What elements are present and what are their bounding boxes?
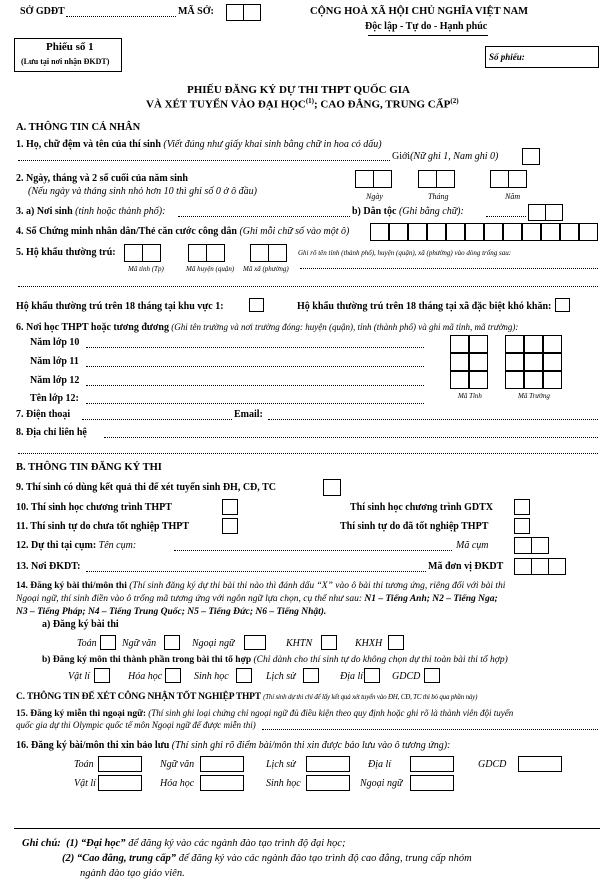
q9-label: 9. Thí sinh có dùng kết quả thi để xét tuyển sinh ĐH, CĐ, TC [16,482,276,493]
id-number-box[interactable] [560,223,579,241]
ma-xa-label: Mã xã (phường) [243,265,289,273]
q14-line3: N3 – Tiếng Pháp; N4 – Tiếng Trung Quốc; N5 – Tiếng Đức; N6 – Tiếng Nhật). [16,607,327,617]
q5-label: 5. Hộ khẩu thường trú: [16,247,116,258]
q14b-vatli-box[interactable] [94,668,110,683]
form-title-line2: VÀ XÉT TUYỂN VÀO ĐẠI HỌC$^{(1)}$; CAO ĐẲNG, TRUNG CẤP$^{(2)}$ [146,97,459,111]
hk-tinh-box-1[interactable] [124,244,143,262]
q2-label: 2. Ngày, tháng và 2 số cuối của năm sinh [16,173,188,184]
id-number-box[interactable] [541,223,560,241]
id-number-box[interactable] [408,223,427,241]
lop11-label: Năm lớp 11 [30,356,79,367]
q14b-lichsu-box[interactable] [303,668,319,683]
hk-xa-label: Hộ khẩu thường trú trên 18 tháng tại xã đặc biệt khó khăn: [297,301,552,312]
footnote-marker-1: (1) [305,97,315,105]
ma-cum-box-1[interactable] [514,537,532,554]
hk-kv1-box[interactable] [249,298,264,312]
year-box-2[interactable] [508,170,527,188]
q16-vatli-box[interactable] [98,775,142,791]
motto: Độc lập - Tự do - Hạnh phúc [365,21,488,32]
month-box-2[interactable] [436,170,455,188]
school-tinh-code-box[interactable] [469,353,488,371]
cum-name-field[interactable] [174,550,452,551]
q11b-label: Thí sinh tự do đã tốt nghiệp THPT [340,521,489,532]
id-number-box[interactable] [427,223,446,241]
q14a-toan-label: Toán [77,638,97,649]
school-tinh-code-box[interactable] [469,371,488,389]
q14-line1: 14. Đăng ký bài thi/môn thi (Thí sinh đăng ký dự thi bài thi nào thì đánh dấu “X” vào ô bài thi tương ứng, riêng đối với bài thi [16,581,506,591]
q14-line2: Ngoại ngữ, thí sinh điền vào ô trống mã tương ứng với ngôn ngữ lựa chọn, cụ thể như sau: N1 – Tiếng Anh; N2 – Tiếng Nga; [16,594,498,604]
thang-label: Tháng [428,192,449,201]
q10-box[interactable] [222,499,238,515]
republic-title: CỘNG HOÀ XÃ HỘI CHỦ NGHĨA VIỆT NAM [310,6,529,17]
q14b-lichsu-label: Lịch sử [266,671,296,682]
id-number-box[interactable] [370,223,389,241]
id-number-box[interactable] [503,223,522,241]
q14a-toan-box[interactable] [100,635,116,650]
ma-tinh-label: Mã tỉnh (Tp) [128,265,164,273]
q16-hoahoc-box[interactable] [200,775,244,791]
q11b-box[interactable] [514,518,530,534]
so-gddt-label: SỞ GDĐT [20,6,65,17]
q14b-hoahoc-label: Hóa học [128,671,163,682]
q6-row: 6. Nơi học THPT hoặc tương đương (Ghi tên trường và nơi trường đóng: huyện (quận), tỉnh (thành phố) và ghi mã tỉnh, mã trường): [16,322,519,333]
q11-label: 11. Thí sinh tự do chưa tốt nghiệp THPT [16,521,190,532]
id-number-box[interactable] [484,223,503,241]
q16-nguvan-box[interactable] [200,756,244,772]
q16-row: 16. Đăng ký bài/môn thi xin bảo lưu (Thí sinh ghi rõ điểm bài/môn thi xin được bảo lưu vào ô tương ứng): [16,740,451,751]
q13-label: 13. Nơi ĐKDT: [16,561,81,572]
footnote-1: Ghi chú: (1) “Đại học” để đăng ký vào các ngành đào tạo trình độ đại học; [22,838,346,849]
school-truong-code-box[interactable] [524,353,543,371]
q16-lichsu-label: Lịch sử [266,759,296,770]
ngay-label: Ngày [366,192,383,201]
q16-sinhhoc-box[interactable] [306,775,350,791]
q14a-ngoaingu-box[interactable] [244,635,266,650]
q7-label: 7. Điện thoại [16,409,71,420]
q5-note: Ghi rõ tên tỉnh (thành phố), huyện (quận), xã (phường) vào dòng trống sau: [298,249,512,257]
school-tinh-code-box[interactable] [450,335,469,353]
q15-note2: quốc gia dự thi Olympic quốc tế môn Ngoại ngữ để được miễn thi) [16,720,256,730]
q3a-row: 3. a) Nơi sinh (tỉnh hoặc thành phố): [16,206,166,217]
q16-vatli-label: Vật lí [74,778,96,789]
so-phieu-label: Số phiếu: [489,52,525,62]
school-truong-code-box[interactable] [543,353,562,371]
ethnicity-field[interactable] [486,216,526,217]
q14b-vatli-label: Vật lí [68,671,90,682]
q2-note: (Nếu ngày và tháng sinh nhỏ hơn 10 thì ghi số 0 ở ô đầu) [28,186,257,197]
ma-huyen-label: Mã huyện (quận) [186,265,235,273]
q12-row: 12. Dự thi tại cụm: Tên cụm: [16,540,137,551]
q15-field[interactable] [262,729,598,730]
gioi-label: Giới(Nữ ghi 1, Nam ghi 0) [392,151,499,162]
q16-gdcd-label: GDCD [478,759,507,770]
school-truong-code-box[interactable] [524,371,543,389]
q14b-gdcd-box[interactable] [424,668,440,683]
hk-tinh-box-2[interactable] [142,244,161,262]
school-tinh-code-box[interactable] [469,335,488,353]
id-number-box[interactable] [446,223,465,241]
hk-huyen-box-1[interactable] [188,244,207,262]
full-name-field[interactable] [18,160,390,161]
q10b-box[interactable] [514,499,530,515]
birthplace-field[interactable] [178,216,350,217]
address-line-1[interactable] [300,268,598,269]
q16-sinhhoc-label: Sinh học [266,778,301,789]
footnote-2-cont: ngành đào tạo giáo viên. [80,868,185,879]
hk-xa-box-1[interactable] [250,244,269,262]
noi-dkdt-field[interactable] [86,571,426,572]
school-tinh-code-box[interactable] [450,353,469,371]
motto-underline [368,35,488,36]
q10b-label: Thí sinh học chương trình GDTX [350,502,493,513]
address-line-2[interactable] [18,286,598,287]
footnote-marker-2: (2) [450,97,459,105]
ma-don-vi-box-3[interactable] [548,558,566,575]
q8-label: 8. Địa chỉ liên hệ [16,427,87,438]
section-c-heading: C. THÔNG TIN ĐỂ XÉT CÔNG NHẬN TỐT NGHIỆP THPT (Thí sinh dự thi chỉ để lấy kết quả xét tuyển vào ĐH, CĐ, TC thì bỏ qua phần này) [16,692,478,702]
ethnicity-box-2[interactable] [545,204,563,221]
ma-so-box-2[interactable] [243,4,261,21]
q16-diali-box[interactable] [410,756,454,772]
q14b-row: b) Đăng ký môn thi thành phần trong bài thi tổ hợp (Chỉ dành cho thí sinh tự do không chọn dự thi toàn bài thi tổ hợp) [42,655,508,665]
q4-row: 4. Số Chứng minh nhân dân/Thẻ căn cước công dân (Ghi mỗi chữ số vào một ô) [16,226,350,237]
school-truong-code-box[interactable] [543,371,562,389]
lop12-label: Năm lớp 12 [30,375,80,386]
id-number-box[interactable] [465,223,484,241]
lop10-field[interactable] [86,347,424,348]
phone-field[interactable] [82,419,232,420]
q9-box[interactable] [323,479,341,496]
q16-diali-label: Địa lí [368,759,392,770]
school-truong-code-box[interactable] [524,335,543,353]
ma-so-box-1[interactable] [226,4,244,21]
contact-address-field-2[interactable] [18,453,598,454]
footnote-divider [14,828,600,829]
q1-row: 1. Họ, chữ đệm và tên của thí sinh (Viết đúng như giấy khai sinh bằng chữ in hoa có dấu) [16,139,382,150]
contact-address-field[interactable] [104,437,598,438]
phieu-note: (Lưu tại nơi nhận ĐKDT) [21,57,110,66]
ma-tinh-school-label: Mã Tỉnh [458,392,482,400]
q14b-sinhhoc-label: Sinh học [194,671,229,682]
q14b-hoahoc-box[interactable] [165,668,181,683]
id-number-box[interactable] [579,223,598,241]
email-field[interactable] [268,419,598,420]
footnote-2: (2) “Cao đẳng, trung cấp” để đăng ký vào các ngành đào tạo trình độ cao đẳng, trung cấp nhóm [62,853,472,864]
q14b-diali-box[interactable] [364,668,380,683]
gender-box[interactable] [522,148,540,165]
q16-ngoaingu-label: Ngoại ngữ [360,778,403,789]
lop11-field[interactable] [86,366,424,367]
q16-toan-label: Toán [74,759,94,770]
school-truong-code-box[interactable] [505,353,524,371]
q14a-khtn-box[interactable] [321,635,337,650]
ma-cum-box-2[interactable] [531,537,549,554]
school-truong-code-box[interactable] [505,371,524,389]
q16-toan-box[interactable] [98,756,142,772]
q14b-gdcd-label: GDCD [392,671,421,682]
q14b-diali-label: Địa lí [340,671,364,682]
q16-ngoaingu-box[interactable] [410,775,454,791]
day-box-2[interactable] [373,170,392,188]
q14a-khxh-label: KHXH [355,638,383,649]
ma-so-label: MÃ SỞ: [178,6,214,17]
q16-hoahoc-label: Hóa học [160,778,195,789]
hk-huyen-box-2[interactable] [206,244,225,262]
q14a-khxh-box[interactable] [388,635,404,650]
tenlop12-field[interactable] [86,403,424,404]
year-box-1[interactable] [490,170,509,188]
q14a-nguvan-box[interactable] [164,635,180,650]
q15-row: 15. Đăng ký miễn thi ngoại ngữ: (Thí sinh ghi loại chứng chỉ ngoại ngữ đủ điều kiện theo quy định hoặc ghi rõ là thành viên đội tuyển [16,708,514,719]
hk-xa-box-2[interactable] [268,244,287,262]
form-title-line1: PHIẾU ĐĂNG KÝ DỰ THI THPT QUỐC GIA [187,84,410,96]
q14b-sinhhoc-box[interactable] [236,668,252,683]
id-number-box[interactable] [522,223,541,241]
id-number-box[interactable] [389,223,408,241]
tenlop12-label: Tên lớp 12: [30,393,79,404]
q14a-khtn-label: KHTN [286,638,313,649]
q16-lichsu-box[interactable] [306,756,350,772]
ma-truong-label: Mã Trường [518,392,550,400]
hk-kv1-label: Hộ khẩu thường trú trên 18 tháng tại khu vực 1: [16,301,224,312]
q14a-label: a) Đăng ký bài thi [42,619,119,630]
ethnicity-box-1[interactable] [528,204,546,221]
school-truong-code-box[interactable] [543,335,562,353]
lop10-label: Năm lớp 10 [30,337,80,348]
month-box-1[interactable] [418,170,437,188]
q14a-ngoaingu-label: Ngoại ngữ [192,638,235,649]
email-label: Email: [234,409,263,420]
section-a-heading: A. THÔNG TIN CÁ NHÂN [16,122,141,133]
ma-don-vi-label: Mã đơn vị ĐKDT [428,561,504,572]
ma-don-vi-box-2[interactable] [531,558,549,575]
q16-nguvan-label: Ngữ văn [160,759,195,770]
school-truong-code-box[interactable] [505,335,524,353]
q10-label: 10. Thí sinh học chương trình THPT [16,502,172,513]
hk-xa-box[interactable] [555,298,570,312]
lop12-field[interactable] [86,385,424,386]
q11-box[interactable] [222,518,238,534]
school-tinh-code-box[interactable] [450,371,469,389]
day-box-1[interactable] [355,170,374,188]
q3b-row: b) Dân tộc (Ghi bằng chữ): [352,206,464,217]
q14a-nguvan-label: Ngữ văn [122,638,157,649]
ma-cum-label: Mã cụm [456,540,489,551]
nam-label: Năm [505,192,521,201]
so-gddt-field[interactable] [66,16,176,17]
q16-gdcd-box[interactable] [518,756,562,772]
phieu-title: Phiếu số 1 [46,41,94,53]
section-b-heading: B. THÔNG TIN ĐĂNG KÝ THI [16,462,162,473]
ma-don-vi-box-1[interactable] [514,558,532,575]
